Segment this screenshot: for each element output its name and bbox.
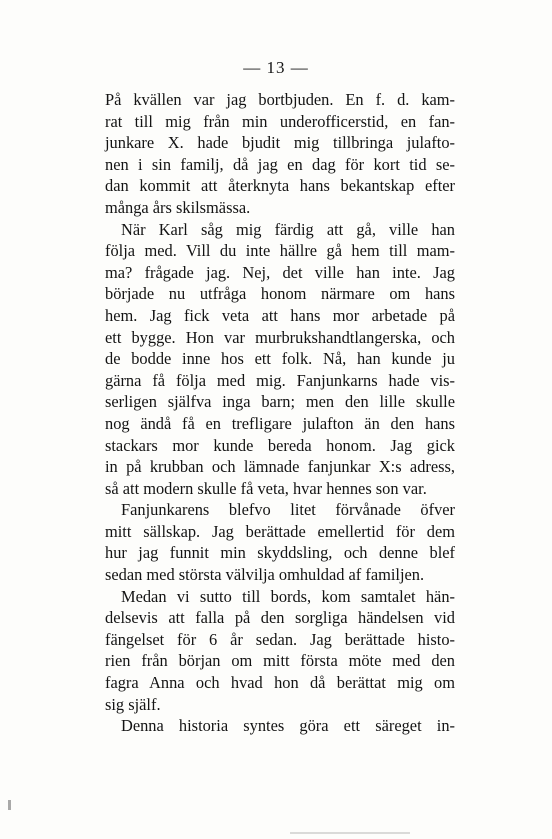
text-line: dan kommit att återknyta hans bekantskap efter (105, 176, 455, 196)
text-line: många års skilsmässa. (105, 197, 251, 217)
print-speck (8, 800, 11, 810)
text-line: så att modern skulle få veta, hvar hennes son var. (105, 478, 427, 498)
text-line: sedan med största välvilja omhuldad af familjen. (105, 565, 425, 585)
text-line: rat till mig från min underofficerstid, en fan- (105, 111, 455, 131)
text-line: stackars mor kunde bereda honom. Jag gick (105, 435, 455, 455)
page-number: — 13 — (243, 58, 309, 77)
text-line: ma? frågade jag. Nej, det ville han inte. Jag (105, 262, 455, 282)
text-line: junkare X. hade bjudit mig tillbringa julafto- (105, 133, 455, 153)
text-line: började nu utfråga honom närmare om hans (105, 284, 455, 304)
text-line: följa med. Vill du inte hällre gå hem till mam- (105, 241, 455, 261)
text-line: Fanjunkarens blefvo litet förvånade öfver (121, 500, 455, 520)
text-line: På kvällen var jag bortbjuden. En f. d. kam- (105, 90, 455, 109)
text-line: När Karl såg mig färdig att gå, ville han (121, 219, 455, 239)
text-line: ett bygge. Hon var murbrukshandtlangerska, och (105, 327, 455, 347)
text-line: hem. Jag fick veta att hans mor arbetade på (105, 305, 455, 325)
text-line: gärna få följa med mig. Fanjunkarns hade vis- (105, 370, 455, 390)
text-line: delsevis att falla på den sorgliga händelsen vid (105, 608, 455, 628)
text-line: hur jag funnit min skyddsling, och denne blef (105, 543, 455, 563)
text-line: fängelset för 6 år sedan. Jag berättade histo- (105, 629, 455, 649)
body-text (105, 89, 455, 737)
text-line: nog ändå få en trefligare julafton än den hans (105, 413, 455, 433)
text-line: in på krubban och lämnade fanjunkar X:s adress, (105, 457, 455, 477)
text-line: Denna historia syntes göra ett säreget in- (121, 716, 455, 736)
text-line: serligen själfva inga barn; men den lille skulle (105, 392, 455, 412)
bottom-smudge (290, 832, 410, 834)
text-line: rien från början om mitt första möte med den (105, 651, 455, 671)
text-line: fagra Anna och hvad hon då berättat mig om (105, 673, 455, 693)
text-line: sig själf. (105, 694, 161, 714)
text-line: mitt sällskap. Jag berättade emellertid för dem (105, 521, 455, 541)
text-line: de bodde inne hos ett folk. Nå, han kunde ju (105, 349, 455, 369)
text-line: Medan vi sutto till bords, kom samtalet hän- (121, 586, 455, 606)
text-line: nen i sin familj, då jag en dag för kort tid se- (105, 154, 455, 174)
